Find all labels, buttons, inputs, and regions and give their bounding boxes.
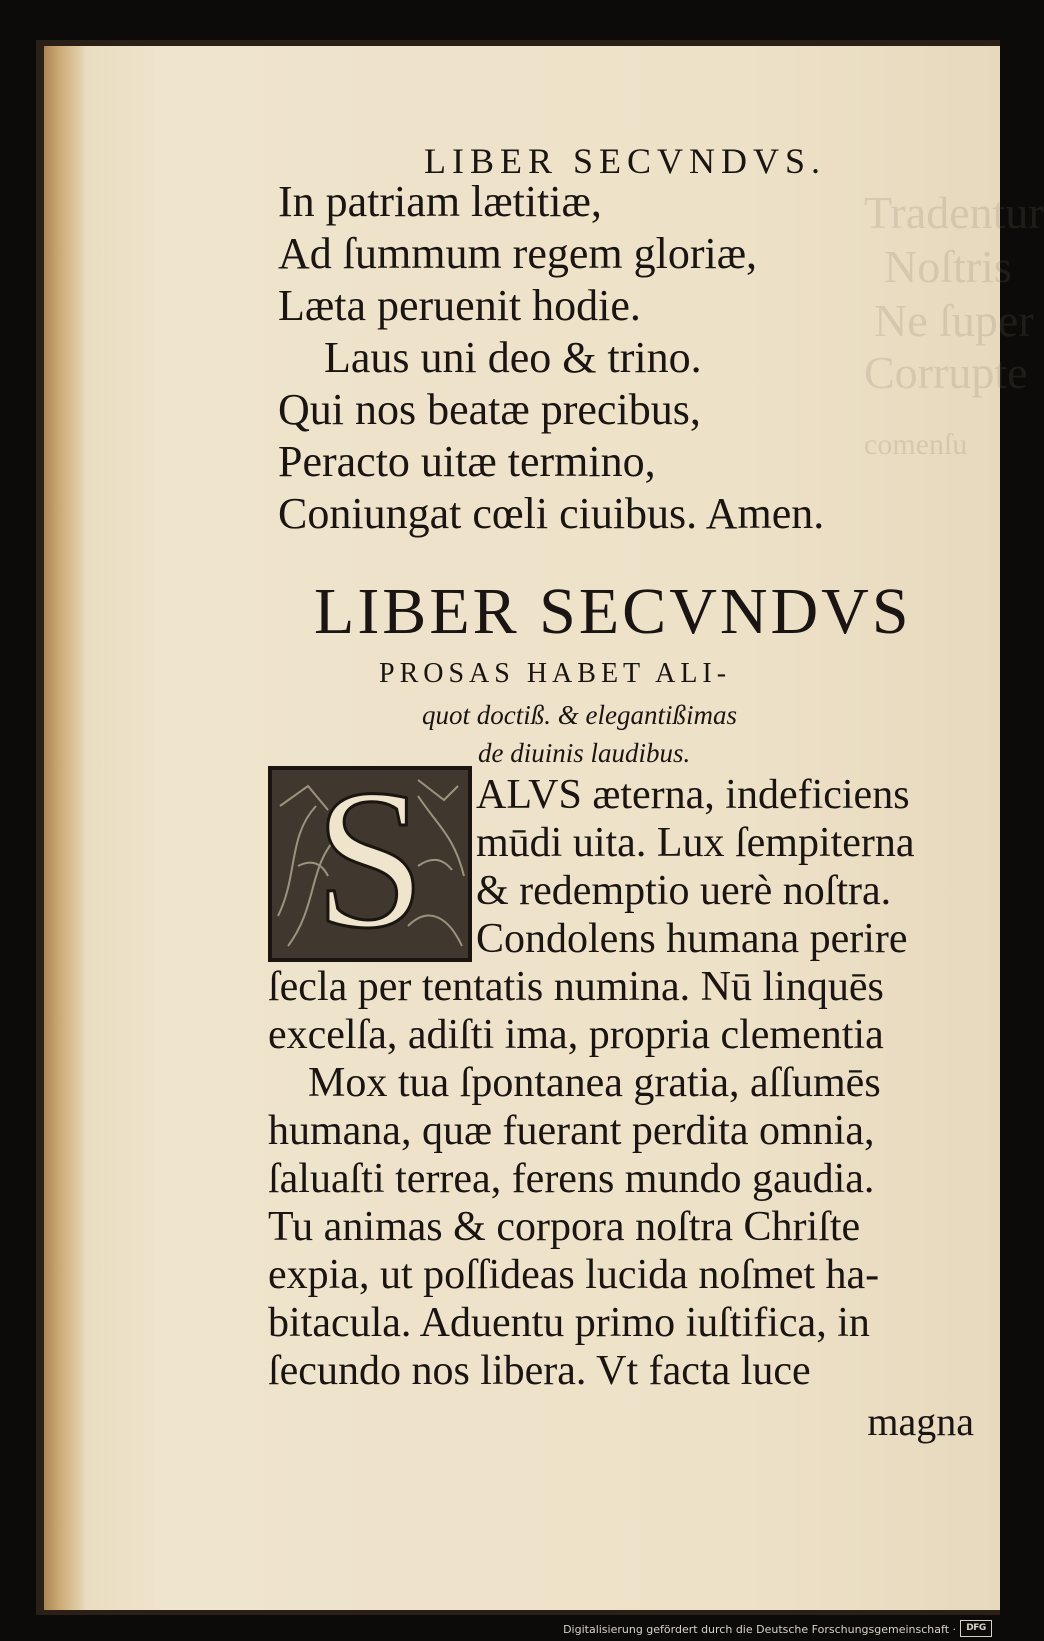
verse-line: Qui nos beatæ precibus, bbox=[278, 385, 701, 434]
prose-line: Tu animas & corpora noſtra Chriſte bbox=[268, 1204, 861, 1250]
prose-line: mūdi uita. Lux ſempiterna bbox=[476, 820, 915, 866]
prose-line: humana, quæ fuerant perdita omnia, bbox=[268, 1108, 875, 1154]
section-title: LIBER SECVNDVS bbox=[314, 575, 912, 648]
bleed-through-text: Corrupte bbox=[864, 347, 1028, 398]
subtitle-italic-line: de diuinis laudibus. bbox=[478, 738, 691, 768]
verse-line: Læta peruenit hodie. bbox=[278, 281, 641, 330]
prose-line: ſecla per tentatis numina. Nū linquēs bbox=[268, 964, 884, 1010]
running-head: LIBER SECVNDVS. bbox=[424, 141, 827, 181]
prose-line: bitacula. Aduentu primo iuſtifica, in bbox=[268, 1300, 870, 1346]
dfg-logo: DFG bbox=[960, 1620, 992, 1637]
verse-line: In patriam lætitiæ, bbox=[278, 177, 602, 226]
verse-block bbox=[278, 176, 824, 540]
verse-line: Laus uni deo & trino. bbox=[324, 333, 702, 382]
bleed-through-text: Tradentur bbox=[864, 187, 1044, 238]
book-page bbox=[44, 46, 1044, 1610]
verse-line: Ad ſummum regem gloriæ, bbox=[278, 229, 758, 278]
prose-line: Mox tua ſpontanea gratia, aſſumēs bbox=[308, 1060, 881, 1106]
prose-line: & redemptio uerè noſtra. bbox=[476, 868, 892, 914]
prose-line: ſaluaſti terrea, ferens mundo gaudia. bbox=[268, 1156, 875, 1202]
decorated-initial-icon bbox=[268, 749, 472, 970]
bleed-through-text: Noſtris bbox=[884, 241, 1012, 292]
bleed-through-text: Ne ſuper bbox=[874, 295, 1034, 346]
footer-bar bbox=[0, 1615, 1000, 1641]
bleed-through-text: comenſu bbox=[864, 428, 968, 461]
catchword: magna bbox=[867, 1399, 974, 1444]
verse-line: Peracto uitæ termino, bbox=[278, 437, 656, 486]
decorated-initial-s bbox=[268, 749, 472, 970]
funding-notice: Digitalisierung gefördert durch die Deutsche Forschungsgemeinschaft · bbox=[563, 1623, 956, 1636]
prose-line: ſecundo nos libera. Vt facta luce bbox=[268, 1348, 811, 1394]
prose-line: expia, ut poſſideas lucida noſmet ha- bbox=[268, 1252, 880, 1298]
verse-line: Coniungat cœli ciuibus. Amen. bbox=[278, 489, 825, 538]
prose-line: ALVS æterna, indeficiens bbox=[476, 772, 910, 818]
prose-line: Condolens humana perire bbox=[476, 916, 908, 962]
prose-line: excelſa, adiſti ima, propria clementia bbox=[268, 1012, 884, 1058]
page-text bbox=[44, 46, 1000, 1610]
subtitle-italic-line: quot doctiß. & elegantißimas bbox=[422, 700, 737, 730]
svg-text:S: S bbox=[314, 749, 426, 970]
section-subtitle: PROSAS HABET ALI- bbox=[379, 658, 732, 689]
